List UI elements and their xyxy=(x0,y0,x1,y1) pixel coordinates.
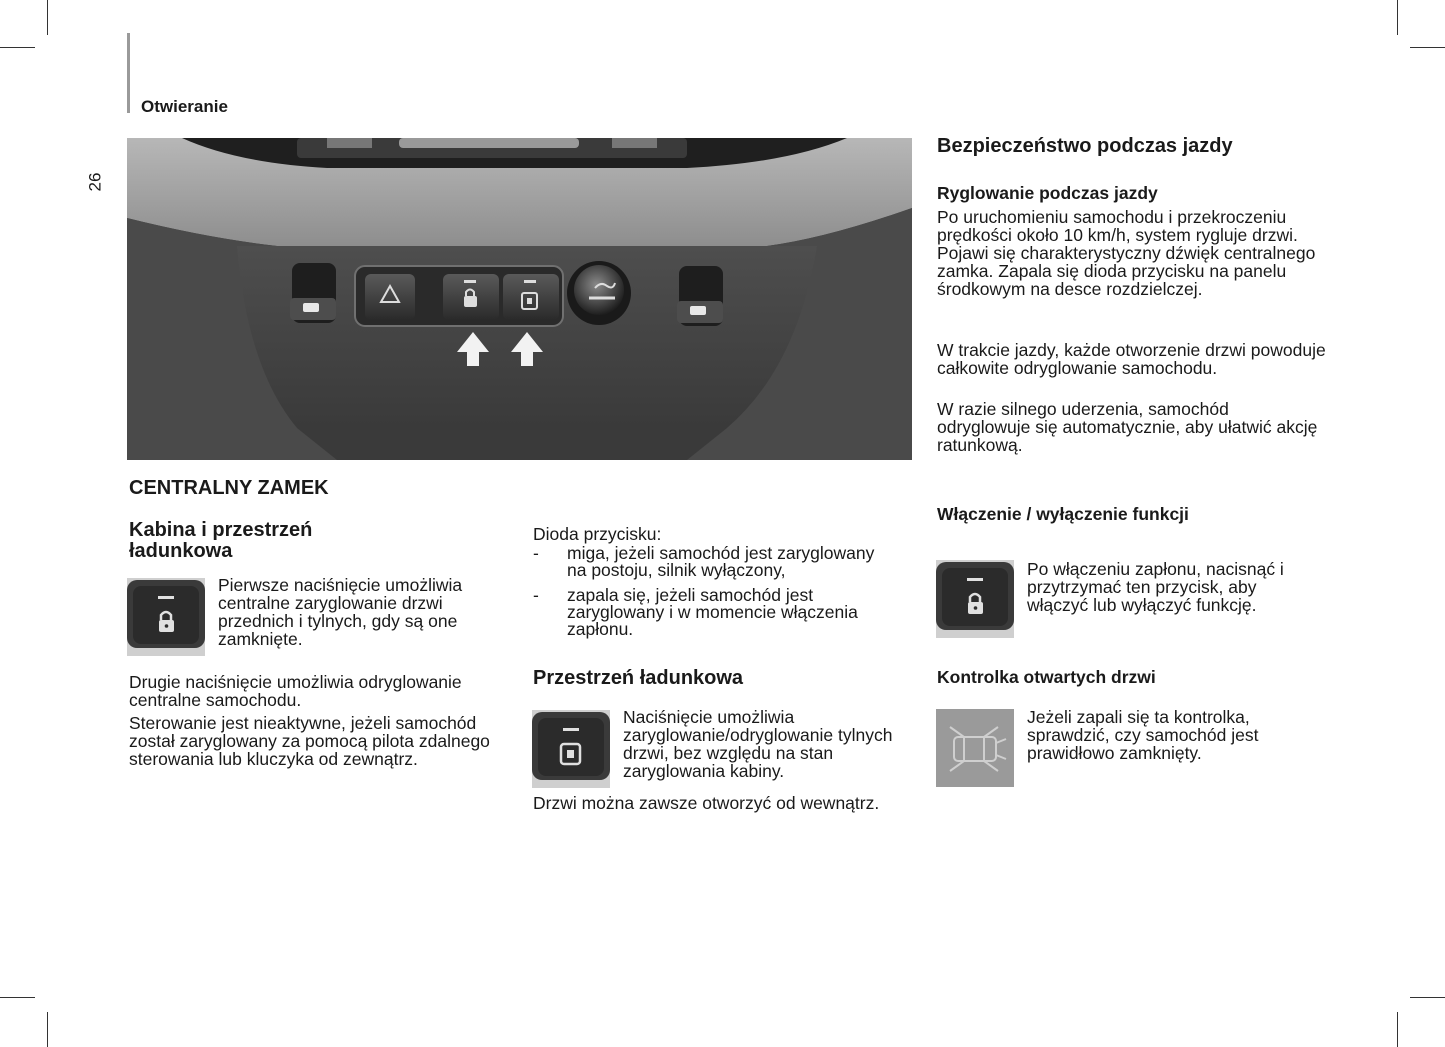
crop-mark xyxy=(1397,0,1398,35)
diode-label: Dioda przycisku: xyxy=(533,524,662,544)
section-bar xyxy=(127,33,130,113)
inactive-control-paragraph: Sterowanie jest nieaktywne, jeżeli samochód został zaryglowany za pomocą pilota zdalnego sterowania lub kluczyka od zewnątrz. xyxy=(129,713,490,769)
cargo-lock-button-icon xyxy=(532,710,610,788)
list-item-text: miga, jeżeli samochód jest zaryglowany na postoju, silnik wyłączony, xyxy=(567,543,875,580)
function-toggle-subtitle: Włączenie / wyłączenie funkcji xyxy=(937,504,1189,524)
crop-mark xyxy=(1410,47,1445,48)
section-title: Otwieranie xyxy=(141,97,228,116)
crop-mark xyxy=(1397,1012,1398,1047)
open-doors-warning-icon xyxy=(936,709,1014,787)
lock-button-description: Pierwsze naciśnięcie umożliwia centralne zaryglowanie drzwi przednich i tylnych, gdy są one zamknięte. xyxy=(218,575,463,649)
driving-lock-subtitle: Ryglowanie podczas jazdy xyxy=(937,183,1158,203)
crop-mark xyxy=(1410,997,1445,998)
list-dash: - xyxy=(533,585,539,605)
function-toggle-description: Po włączeniu zapłonu, nacisnąć i przytrzymać ten przycisk, aby włączyć lub wyłączyć funkcję. xyxy=(1027,559,1284,615)
list-item xyxy=(533,545,883,579)
diode-list xyxy=(533,545,883,646)
open-doors-subtitle: Kontrolka otwartych drzwi xyxy=(937,667,1156,687)
crop-mark xyxy=(0,997,35,998)
crop-mark xyxy=(47,1012,48,1047)
dashboard-illustration xyxy=(127,138,912,460)
central-lock-title: CENTRALNY ZAMEK xyxy=(129,477,329,499)
crop-mark xyxy=(0,47,35,48)
cargo-lock-description: Naciśnięcie umożliwia zaryglowanie/odryglowanie tylnych drzwi, bez względu na stan zaryglowania kabiny. xyxy=(623,707,893,781)
page-number: 26 xyxy=(85,172,105,192)
open-doors-description: Jeżeli zapali się ta kontrolka, sprawdzić, czy samochód jest prawidłowo zamknięty. xyxy=(1027,707,1259,763)
door-opening-paragraph: W trakcie jazdy, każde otworzenie drzwi powoduje całkowite odryglowanie samochodu. xyxy=(937,340,1326,378)
list-item-text: zapala się, jeżeli samochód jest zaryglowany i w momencie włączenia zapłonu. xyxy=(567,585,858,639)
cargo-space-title: Przestrzeń ładunkowa xyxy=(533,667,744,689)
lock-button-icon xyxy=(127,578,205,656)
list-item xyxy=(533,587,883,638)
lock-button-icon xyxy=(936,560,1014,638)
driving-lock-paragraph: Po uruchomieniu samochodu i przekroczeniu prędkości około 10 km/h, system rygluje drzwi. Pojawi się charakterystyczny dźwięk centralnego zamka. Zapala się dioda przycisku na panelu środkowym na desce rozdzielczej. xyxy=(937,207,1316,299)
cabin-cargo-subtitle: Kabina i przestrzeń ładunkowa xyxy=(129,519,313,562)
crop-mark xyxy=(47,0,48,35)
driving-safety-title: Bezpieczeństwo podczas jazdy xyxy=(937,135,1233,157)
cargo-note: Drzwi można zawsze otworzyć od wewnątrz. xyxy=(533,793,880,813)
second-press-paragraph: Drugie naciśnięcie umożliwia odryglowanie centralne samochodu. xyxy=(129,672,462,710)
list-dash: - xyxy=(533,543,539,563)
impact-unlock-paragraph: W razie silnego uderzenia, samochód odryglowuje się automatycznie, aby ułatwić akcję ratunkową. xyxy=(937,399,1318,455)
